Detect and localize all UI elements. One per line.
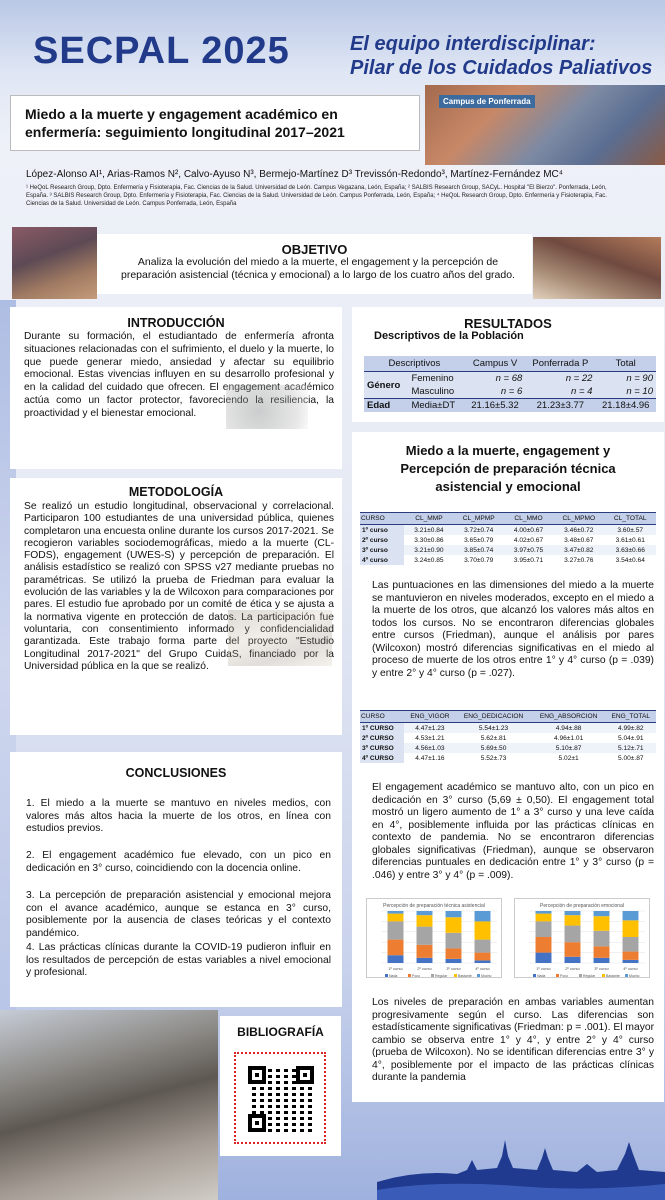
legend-swatch bbox=[533, 974, 536, 977]
table-cell: n = 10 bbox=[595, 385, 656, 399]
legend-label: Mucho bbox=[481, 974, 492, 978]
chart-title: Percepción de preparación técnica asistencial bbox=[383, 903, 485, 909]
miedo-heading: Miedo a la muerte, engagement y Percepción de preparación técnica asistencial y emocional bbox=[400, 443, 616, 494]
bar-segment bbox=[623, 920, 639, 937]
table-cell: Edad bbox=[364, 399, 408, 413]
chart-emocional bbox=[514, 898, 650, 978]
table-cell: 21.16±5.32 bbox=[465, 399, 526, 413]
tick-label: 2º curso bbox=[565, 966, 580, 971]
table-header: ENG_VIGOR bbox=[404, 711, 455, 723]
tick-label: 2º curso bbox=[417, 966, 432, 971]
bar-segment bbox=[565, 926, 581, 943]
table-header: CL_MPMP bbox=[454, 513, 504, 525]
legend-swatch bbox=[602, 974, 605, 977]
bar-segment bbox=[446, 911, 462, 917]
secpal-logo: SECPAL 2025 bbox=[33, 30, 290, 72]
bar-segment bbox=[594, 958, 610, 963]
conclusion-item: 2. El engagement académico fue elevado, con un pico en dedicación en 3° curso, coincidiendo con la docencia online. bbox=[26, 850, 331, 874]
bar-segment bbox=[417, 945, 433, 958]
table-row: 4º CURSO 4.47±1.16 5.52±.73 5.02±1 5.00±.87 bbox=[362, 754, 644, 762]
bar-segment bbox=[536, 921, 552, 937]
affiliations: ¹ HeQoL Research Group, Dpto. Enfermería y Fisioterapia, Fac. Ciencias de la Salud. Universidad de León. Campus Vegazana, León, España; ² SALBIS Research Group, SACyL. Hospital "El Bierzo". Ponferrada, León, España. ³ SALBIS Research Group, Dpto. Enfermería y Fisioterapia, Fac. Ciencias de la Salud. Universidad de León. Campus Ponferrada, León, España; ⁴ HeQoL Research Group, Dpto. Enfermería y Fisioterapia, Fac. Ciencias de la Salud. Universidad de León. Campus Ponferrada, León, España bbox=[26, 185, 607, 207]
table-header: Descriptivos bbox=[364, 356, 465, 372]
tick-label: 1º curso bbox=[536, 966, 551, 971]
legend-swatch bbox=[408, 974, 411, 977]
bar-segment bbox=[594, 931, 610, 947]
bar-segment bbox=[475, 960, 491, 963]
bar-segment bbox=[388, 940, 404, 956]
legend-swatch bbox=[625, 974, 628, 977]
congress-slogan: El equipo interdisciplinar: Pilar de los Cuidados Paliativos bbox=[350, 33, 653, 79]
conclusion-item: 4. Las prácticas clínicas durante la COVID-19 pudieron influir en los resultados de percepción de estas variables a nivel emocional y profesional. bbox=[26, 942, 331, 979]
bar-segment bbox=[623, 960, 639, 963]
bar-segment bbox=[417, 958, 433, 963]
legend-label: Nada bbox=[389, 974, 398, 978]
tick-label: 1º curso bbox=[388, 966, 403, 971]
resultados-section bbox=[352, 307, 664, 422]
legend-label: Regular bbox=[435, 974, 448, 978]
bar-segment bbox=[417, 927, 433, 945]
introduccion-text: Durante su formación, el estudiantado de enfermería afronta situaciones relacionadas con el sufrimiento, el duelo y la muerte, lo que puede generar miedo, ansiedad y afectar su equilibrio emocional. Estas vivencias influyen en su desarrollo profesional y en la calidad del cuidado que ofrecen. El engagement académico actúa como un factor protector, favoreciendo la resiliencia, la proactividad y el bienestar emocional. bbox=[24, 331, 334, 419]
table-cell: n = 22 bbox=[525, 372, 595, 386]
legend-swatch bbox=[477, 974, 480, 977]
table-header: ENG_DEDICACION bbox=[456, 711, 532, 723]
preparacion-results-text: Los niveles de preparación en ambas variables aumentan progresivamente según el curso. Las diferencias son estadísticamente significativas (Friedman: p = .001). El mayor cambio se observa entre 1° y 4°, y entre 2° y 4° curso (prueba de Wilcoxon). No se identifican diferencias entre 3° y 4°, posiblemente por el impacto de las prácticas clínicas durante la pandemia bbox=[372, 997, 654, 1083]
legend-swatch bbox=[454, 974, 457, 977]
table-header: Total bbox=[595, 356, 656, 372]
qr-code-icon[interactable] bbox=[234, 1052, 326, 1144]
bar-segment bbox=[388, 921, 404, 939]
bar-segment bbox=[388, 955, 404, 963]
table-header: CURSO bbox=[360, 711, 404, 723]
table-row: 3º CURSO 4.56±1.03 5.69±.50 5.10±.87 5.12±.71 bbox=[360, 743, 656, 753]
metodologia-heading: METODOLOGÍA bbox=[128, 485, 224, 499]
resultados-heading: RESULTADOS bbox=[464, 316, 552, 331]
metodologia-text: Se realizó un estudio longitudinal, observacional y correlacional. Participaron 100 estudiantes de una universidad pública, quienes completaron una encuesta online durante los cursos 2017-2021. Se recogieron variables sociodemográficas, miedo a la muerte (CL-FODS), engagement (UWES-S) y percepción de preparación. El análisis estadístico se realizó con SPSS v27 mediante pruebas no paramétricas. Se utilizó la prueba de Friedman para evaluar la evolución de las variables y la de Wilcoxon para comparaciones por pares. El estudio fue aprobado por un comité de ética y se ajusta a la normativa vigente en protección de datos. La participación fue voluntaria, con consentimiento informado y confidencialidad garantizada. Este trabajo forma parte del proyecto "Estudio Longitudinal 2017-2021" del Grupo CuidaS, financiado por la Universidad pública en la que se realizó. bbox=[24, 501, 334, 672]
bar-segment bbox=[417, 915, 433, 926]
table-header: CL_TOTAL bbox=[604, 513, 656, 525]
legend-label: Bastante bbox=[606, 974, 620, 978]
leon-skyline-icon bbox=[377, 1130, 665, 1200]
introduccion-image bbox=[226, 385, 308, 429]
classroom-photo bbox=[0, 1010, 218, 1200]
bar-segment bbox=[388, 911, 404, 914]
table-cell: n = 90 bbox=[595, 372, 656, 386]
bar-segment bbox=[623, 911, 639, 920]
objetivo-section bbox=[97, 234, 532, 294]
authors: López-Alonso AI¹, Arias-Ramos N², Calvo-Ayuso N³, Bermejo-Martínez D³ Trevissón-Redondo³, Martínez-Fernández MC⁴ bbox=[26, 169, 564, 180]
bar-segment bbox=[475, 911, 491, 921]
descriptivos-table bbox=[364, 356, 656, 412]
students-photo-left bbox=[12, 227, 97, 299]
resultados-subtitle: Descriptivos de la Población bbox=[374, 330, 524, 342]
objetivo-heading: OBJETIVO bbox=[281, 242, 348, 257]
table-row: 4º curso 3.24±0.85 3.70±0.79 3.95±0.71 3.27±0.76 3.54±0.64 bbox=[362, 556, 645, 564]
bar-segment bbox=[536, 953, 552, 963]
legend-swatch bbox=[431, 974, 434, 977]
bar-segment bbox=[565, 915, 581, 925]
bar-segment bbox=[565, 911, 581, 915]
metodologia-section bbox=[10, 478, 342, 735]
table-cell: Masculino bbox=[408, 385, 464, 399]
bar-segment bbox=[388, 914, 404, 922]
bar-segment bbox=[594, 946, 610, 957]
table-header: Ponferrada P bbox=[525, 356, 595, 372]
bar-segment bbox=[565, 942, 581, 957]
legend-label: Poco bbox=[412, 974, 420, 978]
bar-segment bbox=[594, 911, 610, 916]
tick-label: 3º curso bbox=[594, 966, 609, 971]
bar-segment bbox=[475, 940, 491, 953]
conclusion-item: 3. La percepción de preparación asistencial y emocional mejora con el avance académico, aunque se estanca en 3° curso, posiblemente por la ausencia de clases teóricas y el contexto pandémico. bbox=[26, 890, 331, 940]
table-cell: Femenino bbox=[408, 372, 464, 386]
bar-segment bbox=[536, 914, 552, 922]
table-header: Campus V bbox=[465, 356, 526, 372]
legend-label: Regular bbox=[583, 974, 596, 978]
table-cell: Media±DT bbox=[408, 399, 464, 413]
bibliografia-section bbox=[220, 1016, 341, 1156]
table-header: CL_MMP bbox=[404, 513, 453, 525]
tick-label: 4º curso bbox=[623, 966, 638, 971]
legend-swatch bbox=[579, 974, 582, 977]
bar-segment bbox=[446, 959, 462, 963]
bar-segment bbox=[475, 921, 491, 939]
bar-segment bbox=[446, 948, 462, 958]
bar-segment bbox=[417, 911, 433, 915]
bar-segment bbox=[536, 911, 552, 914]
introduccion-heading: INTRODUCCIÓN bbox=[127, 316, 225, 330]
table-cell: n = 4 bbox=[525, 385, 595, 399]
legend-label: Poco bbox=[560, 974, 568, 978]
miedo-results-text: Las puntuaciones en las dimensiones del miedo a la muerte se mantuvieron en niveles moderados, excepto en el miedo a la muerte de los otros, que alcanzó los valores más altos en todos los cursos. No se encontraron diferencias globales entre cursos (Friedman), aunque el análisis por pares (Wilcoxon) mostró diferencias significativas en el miedo al proceso de muerte de los otros entre 1° y 4° curso (p = .039) y entre 2° y 4° curso (p = .027). bbox=[372, 580, 654, 679]
table-row: 2º curso 3.30±0.86 3.65±0.79 4.02±0.67 3.48±0.67 3.61±0.61 bbox=[362, 536, 645, 544]
objetivo-text: Analiza la evolución del miedo a la muerte, el engagement y la percepción de preparación asistencial (técnica y emocional) a lo largo de los cuatro años del grado. bbox=[121, 256, 515, 281]
bar-segment bbox=[536, 937, 552, 953]
table-row: 1º CURSO 4.47±1.23 5.54±1.23 4.94±.88 4.99±.82 bbox=[360, 723, 656, 734]
campus-photo bbox=[425, 85, 665, 165]
cl-fods-table bbox=[360, 512, 656, 565]
legend-label: Mucho bbox=[629, 974, 640, 978]
bar-segment bbox=[594, 916, 610, 931]
tick-label: 4º curso bbox=[475, 966, 490, 971]
conclusiones-section bbox=[10, 752, 342, 1007]
conclusion-item: 1. El miedo a la muerte se mantuvo en niveles medios, con valores más altos hacia la muerte de los otros, en línea con estudios previos. bbox=[26, 798, 331, 835]
table-row: 3º curso 3.21±0.90 3.85±0.74 3.97±0.75 3.47±0.82 3.63±0.66 bbox=[360, 545, 656, 555]
legend-label: Bastante bbox=[458, 974, 472, 978]
table-cell: n = 68 bbox=[465, 372, 526, 386]
bar-segment bbox=[446, 917, 462, 933]
bar-segment bbox=[446, 933, 462, 949]
legend-swatch bbox=[556, 974, 559, 977]
uwes-table bbox=[360, 710, 656, 763]
bar-segment bbox=[475, 953, 491, 961]
bibliografia-heading: BIBLIOGRAFÍA bbox=[237, 1025, 324, 1039]
tick-label: 3º curso bbox=[446, 966, 461, 971]
table-cell: Género bbox=[364, 372, 408, 399]
table-row: 1º curso 3.21±0.84 3.72±0.74 4.00±0.67 3.46±0.72 3.60±.57 bbox=[360, 525, 656, 536]
table-cell: 21.23±3.77 bbox=[525, 399, 595, 413]
bar-segment bbox=[623, 952, 639, 960]
legend-swatch bbox=[385, 974, 388, 977]
table-header: CURSO bbox=[360, 513, 404, 525]
bar-segment bbox=[623, 937, 639, 952]
table-cell: n = 6 bbox=[465, 385, 526, 399]
metodologia-image bbox=[228, 610, 332, 666]
miedo-engagement-section bbox=[352, 432, 664, 1102]
table-cell: 21.18±4.96 bbox=[595, 399, 656, 413]
students-photo-right bbox=[533, 237, 661, 299]
chart-tecnica bbox=[366, 898, 502, 978]
engagement-results-text: El engagement académico se mantuvo alto, con un pico en dedicación en 3° curso (5,69 ± 0,50). El engagement total mostró un ligero aumento de 1° a 3° curso y una leve caída en 4°, posiblemente influida por las prácticas clínicas en contexto de pandemia. No se encontraron diferencias globales significativas (Friedman), aunque se observaron diferencias puntuales en dedicación entre 1° y 3° curso (p = .046) y entre 3° y 4° (p = .009). bbox=[372, 782, 654, 881]
table-header: CL_MMO bbox=[504, 513, 553, 525]
table-header: CL_MPMO bbox=[553, 513, 604, 525]
table-row: 2º CURSO 4.53±1.21 5.62±.81 4.96±1.01 5.04±.91 bbox=[362, 734, 644, 742]
table-header: ENG_TOTAL bbox=[606, 711, 656, 723]
table-header: ENG_ABSORCION bbox=[532, 711, 606, 723]
chart-title: Percepción de preparación emocional bbox=[540, 903, 624, 909]
poster-title: Miedo a la muerte y engagement académico en enfermería: seguimiento longitudinal 2017–2021 bbox=[10, 95, 420, 151]
bar-segment bbox=[565, 957, 581, 963]
conclusiones-heading: CONCLUSIONES bbox=[125, 766, 227, 780]
campus-sign: Campus de Ponferrada bbox=[439, 95, 535, 108]
legend-label: Nada bbox=[537, 974, 546, 978]
